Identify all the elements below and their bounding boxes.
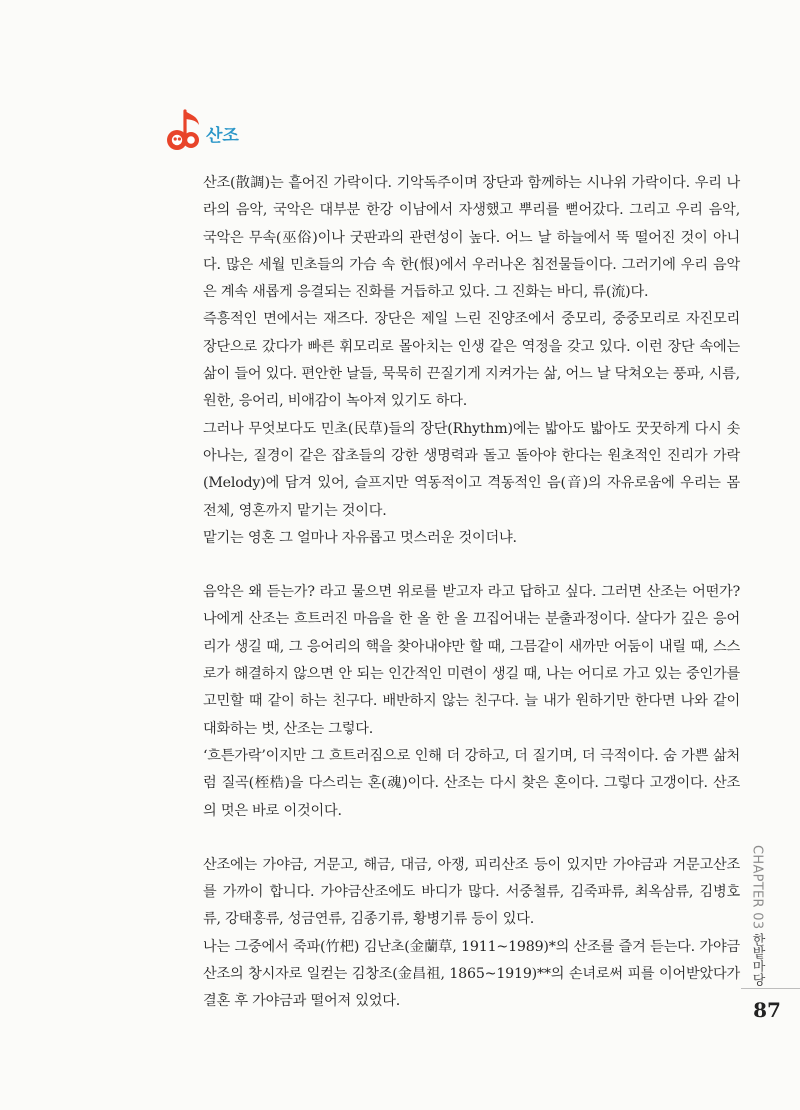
sidebar-divider bbox=[741, 988, 800, 989]
paragraph-8: 나는 그중에서 죽파(竹杷) 김난초(金蘭草, 1911~1989)*의 산조를 즐겨 듣는다. 가야금 산조의 창시자로 일컫는 김창조(金昌祖, 1865~1919)**의 손녀로써 피를 이어받았다가 결혼 후 가야금과 떨어져 있었다. bbox=[203, 938, 740, 1010]
paragraph-4: 맡기는 영혼 그 얼마나 자유롭고 멋스러운 것이더냐. bbox=[203, 529, 517, 546]
paragraph-6: ‘흐튼가락’이지만 그 흐트러짐으로 인해 더 강하고, 더 질기며, 더 극적이다. 숨 가쁜 삶처럼 질곡(桎梏)을 다스리는 혼(魂)이다. 산조는 다시 찾은 혼이다. 그렇다 고갱이다. 산조의 멋은 바로 이것이다. bbox=[203, 747, 740, 819]
body-text bbox=[203, 170, 740, 1016]
paragraph-5: 음악은 왜 듣는가? 라고 물으면 위로를 받고자 라고 답하고 싶다. 그러면 산조는 어떤가? 나에게 산조는 흐트러진 마음을 한 올 한 올 끄집어내는 분출과정이다. 살다가 깊은 응어리가 생길 때, 그 응어리의 핵을 찾아내야만 할 때, 그믐같이 새까만 어둠이 내릴 때, 스스로가 해결하지 않으면 안 되는 인간적인 미련이 생길 때, 나는 어디로 가고 있는 중인가를 고민할 때 같이 하는 친구다. 배반하지 않는 친구다. 늘 내가 원하기만 한다면 나와 같이 대화하는 벗, 산조는 그렇다. bbox=[203, 584, 740, 737]
paragraph-7: 산조에는 가야금, 거문고, 해금, 대금, 아쟁, 피리산조 등이 있지만 가야금과 거문고산조를 가까이 합니다. 가야금산조에도 바디가 많다. 서중철류, 김죽파류, 최옥삼류, 김병호류, 강태홍류, 성금연류, 김종기류, 황병기류 등이 있다. bbox=[203, 856, 740, 928]
section-heading bbox=[164, 108, 239, 154]
page-number: 87 bbox=[753, 998, 781, 1022]
paragraph-1: 산조(散調)는 흩어진 가락이다. 기악독주이며 장단과 함께하는 시나위 가락이다. 우리 나라의 음악, 국악은 대부분 한강 이남에서 자생했고 뿌리를 뻗어갔다. 그리고 우리 음악, 국악은 무속(巫俗)이나 굿판과의 관련성이 높다. 어느 날 하늘에서 뚝 떨어진 것이 아니다. 많은 세월 민초들의 가슴 속 한(恨)에서 우러나온 침전물들이다. 그러기에 우리 음악은 계속 새롭게 응결되는 진화를 거듭하고 있다. 그 진화는 바디, 류(流)다. bbox=[203, 175, 740, 301]
chapter-title: 한밭마당 bbox=[749, 933, 765, 987]
section-title: 산조 bbox=[206, 125, 239, 146]
music-note-icon bbox=[164, 108, 204, 154]
chapter-sidebar bbox=[744, 845, 770, 987]
paragraph-3: 그러나 무엇보다도 민초(民草)들의 장단(Rhythm)에는 밟아도 밟아도 꿋꿋하게 다시 솟아나는, 질경이 같은 잡초들의 강한 생명력과 돌고 돌아야 한다는 원초적인 진리가 가락(Melody)에 담겨 있어, 슬프지만 역동적이고 격동적인 음(音)의 자유로움에 우리는 몸 전체, 영혼까지 맡기는 것이다. bbox=[203, 420, 740, 519]
chapter-number: CHAPTER 03 bbox=[749, 845, 765, 930]
paragraph-2: 즉흥적인 면에서는 재즈다. 장단은 제일 느린 진양조에서 중모리, 중중모리로 자진모리 장단으로 갔다가 빠른 휘모리로 몰아치는 인생 같은 역정을 갖고 있다. 이런 장단 속에는 삶이 들어 있다. 편안한 날들, 묵묵히 끈질기게 지켜가는 삶, 어느 날 닥쳐오는 풍파, 시름, 원한, 응어리, 비애감이 녹아져 있기도 하다. bbox=[203, 311, 740, 410]
